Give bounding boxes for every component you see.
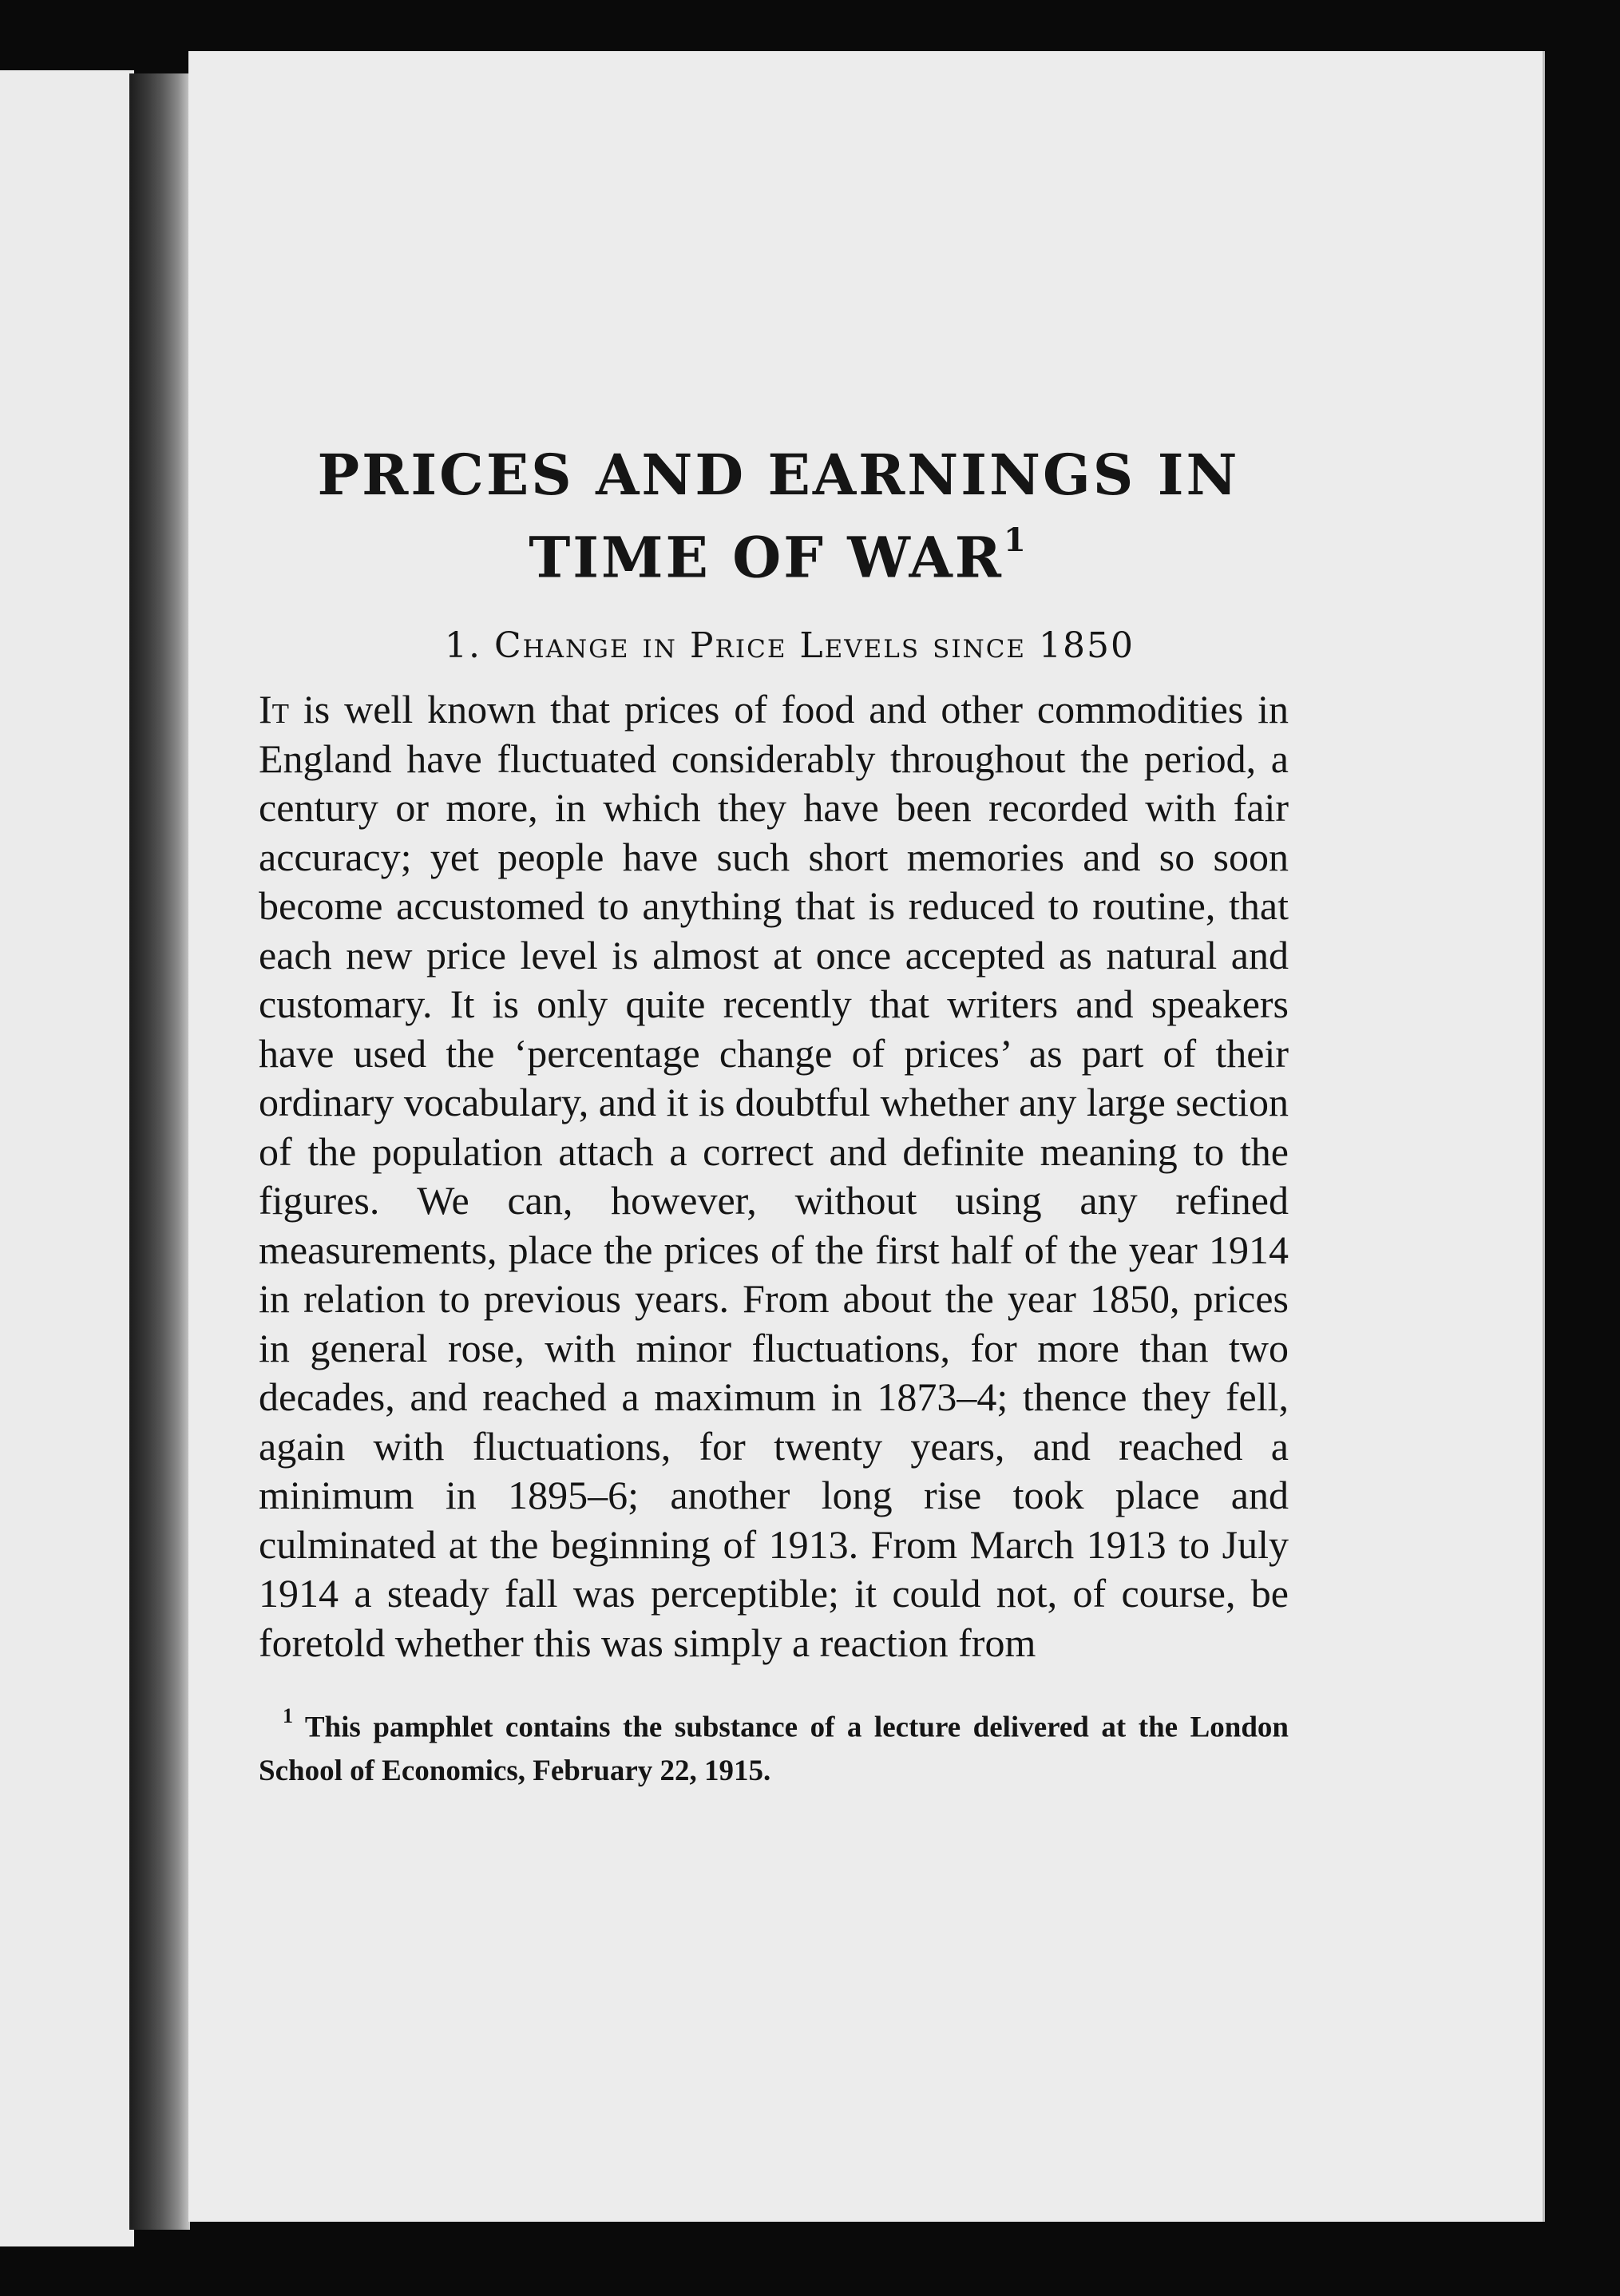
footnote [259,1698,1289,1792]
body-paragraph [259,685,1289,1667]
title-footnote-mark: 1 [1003,521,1028,559]
body-text: is well known that prices of food and other commodities in England have fluctuated considerably throughout the period, a century or more, in which they have been recorded with fair accuracy; yet people have such short memories and so soon become accustomed to anything that is reduced to routine, that each new price level is almost at once accepted as natural and customary. It is only quite recently that writers and speakers have used the ‘percentage change of prices’ as part of their ordinary vocabulary, and it is doubtful whether any large section of the population attach a correct and definite meaning to the figures. We can, however, without using any refined measurements, place the prices of the first half of the year 1914 in relation to previous years. From about the year 1850, prices in general rose, with minor fluctuations, for more than two decades, and reached a maximum in 1873–4; thence they fell, again with fluctuations, for twenty years, and reached a minimum in 1895–6; another long rise took place and culminated at the beginning of 1913. From March 1913 to July 1914 a steady fall was perceptible; it could not, of course, be foretold whether this was simply a reaction from [259,687,1289,1665]
title-line-2: TIME OF WAR [529,524,1004,591]
page-content [259,439,1289,1793]
facing-page-edge [0,70,134,2246]
section-title: Change in Price Levels since 1850 [493,625,1135,667]
footnote-text: This pamphlet contains the substance of a lecture delivered at the London School of Economics, February 22, 1915. [259,1711,1289,1787]
page-title [268,439,1289,593]
section-number: 1. [444,625,481,667]
book-gutter [129,73,190,2230]
footnote-mark: 1 [283,1704,293,1728]
title-line-1: PRICES AND EARNINGS IN [317,442,1240,508]
lead-in-word: It [259,687,290,732]
section-heading [291,625,1289,666]
book-page [188,51,1545,2222]
